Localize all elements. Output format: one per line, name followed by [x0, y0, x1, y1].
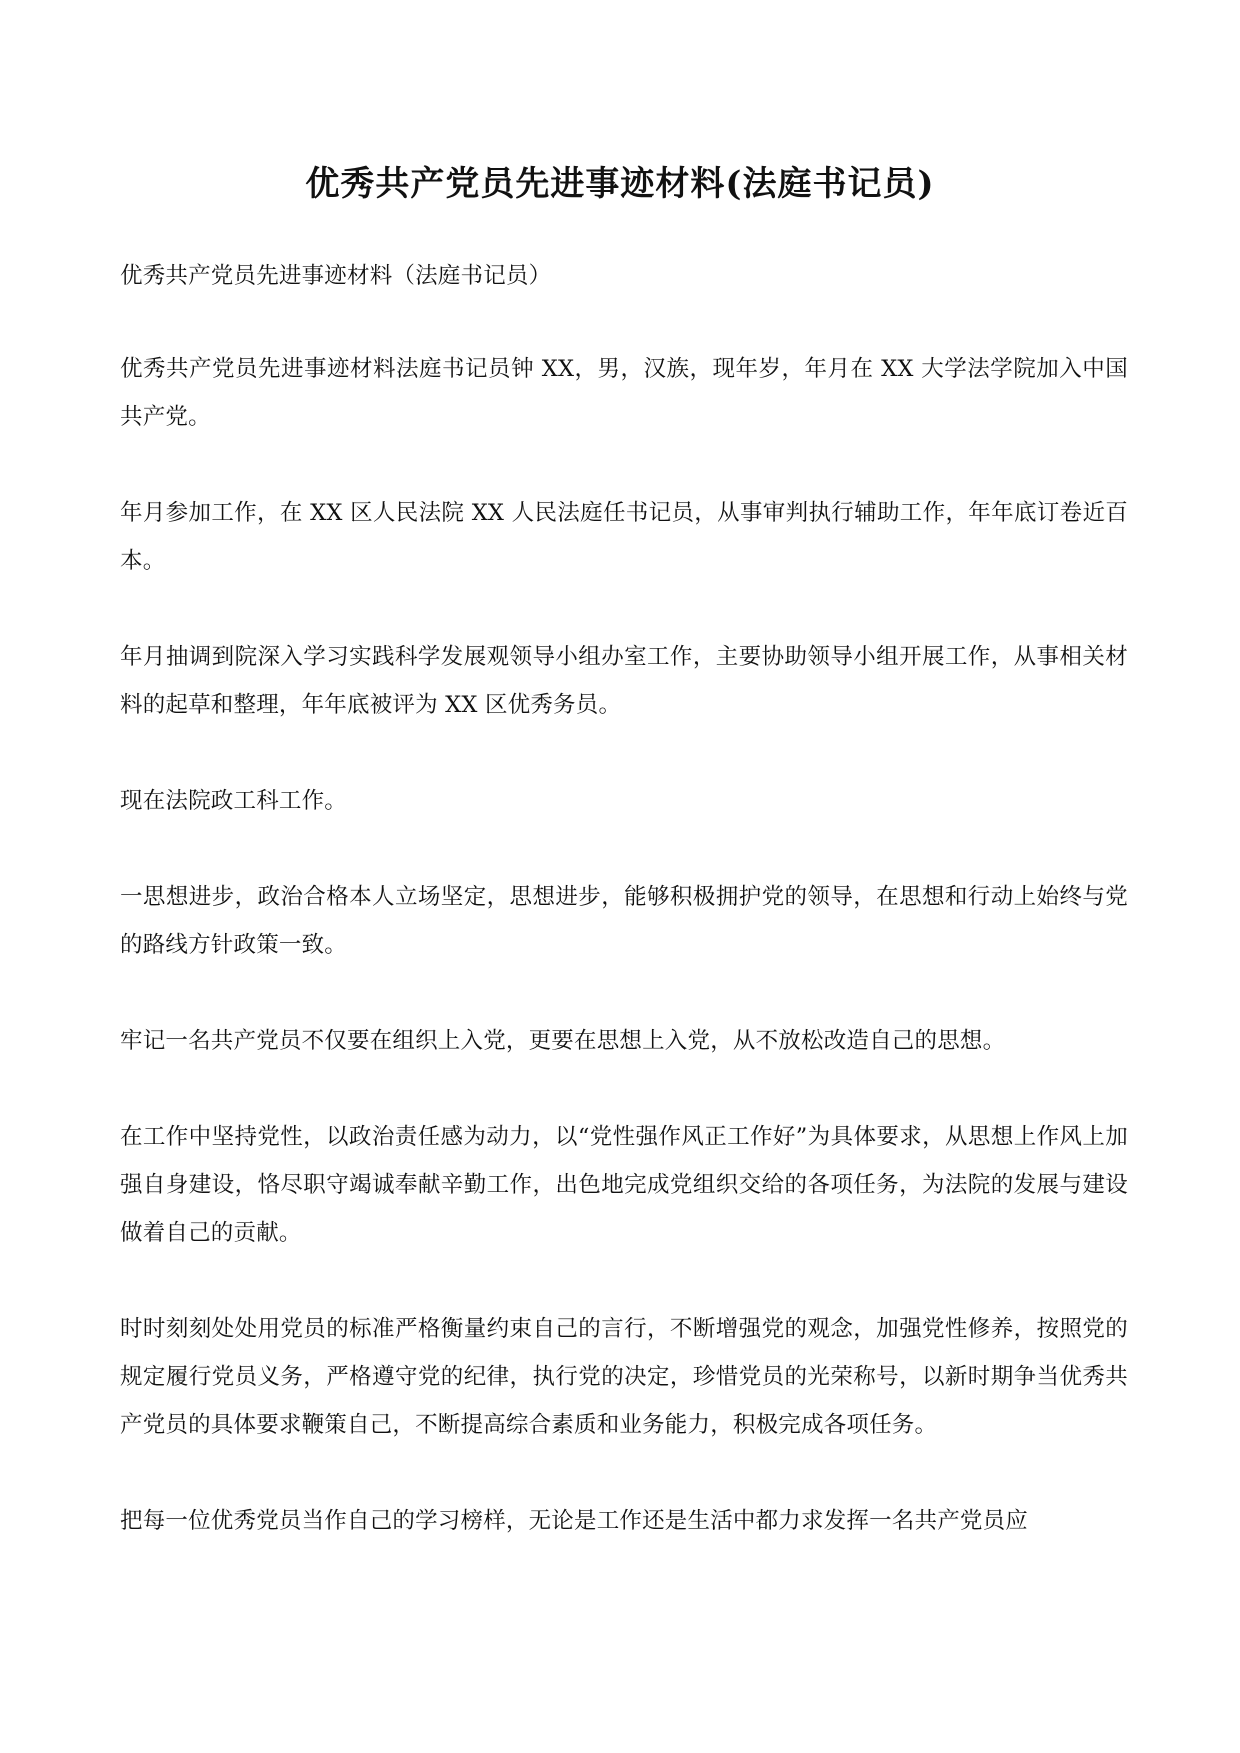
paragraph: 现在法院政工科工作。	[120, 788, 348, 814]
paragraph: 牢记一名共产党员不仅要在组织上入党，更要在思想上入党，从不放松改造自己的思想。	[120, 1028, 1006, 1054]
paragraph-subtitle: 优秀共产党员先进事迹材料（法庭书记员）	[120, 263, 552, 289]
document-body	[120, 252, 1128, 1593]
paragraph: 把每一位优秀党员当作自己的学习榜样，无论是工作还是生活中都力求发挥一名共产党员应	[120, 1508, 1029, 1534]
paragraph: 在工作中坚持党性，以政治责任感为动力，以“党性强作风正工作好”为具体要求，从思想上作风上加强自身建设，恪尽职守竭诚奉献辛勤工作，出色地完成党组织交给的各项任务，为法院的发展与建设做着自己的贡献。	[120, 1124, 1128, 1246]
document-title: 优秀共产党员先进事迹材料(法庭书记员)	[305, 164, 935, 204]
paragraph: 一思想进步，政治合格本人立场坚定，思想进步，能够积极拥护党的领导，在思想和行动上始终与党的路线方针政策一致。	[120, 884, 1128, 958]
paragraph: 优秀共产党员先进事迹材料法庭书记员钟 XX，男，汉族，现年岁，年月在 XX 大学法学院加入中国共产党。	[120, 356, 1128, 430]
paragraph: 时时刻刻处处用党员的标准严格衡量约束自己的言行，不断增强党的观念，加强党性修养，按照党的规定履行党员义务，严格遵守党的纪律，执行党的决定，珍惜党员的光荣称号，以新时期争当优秀共产党员的具体要求鞭策自己，不断提高综合素质和业务能力，积极完成各项任务。	[120, 1316, 1128, 1438]
paragraph: 年月参加工作，在 XX 区人民法院 XX 人民法庭任书记员，从事审判执行辅助工作，年年底订卷近百本。	[120, 500, 1128, 574]
paragraph: 年月抽调到院深入学习实践科学发展观领导小组办室工作，主要协助领导小组开展工作，从事相关材料的起草和整理，年年底被评为 XX 区优秀务员。	[120, 644, 1128, 718]
